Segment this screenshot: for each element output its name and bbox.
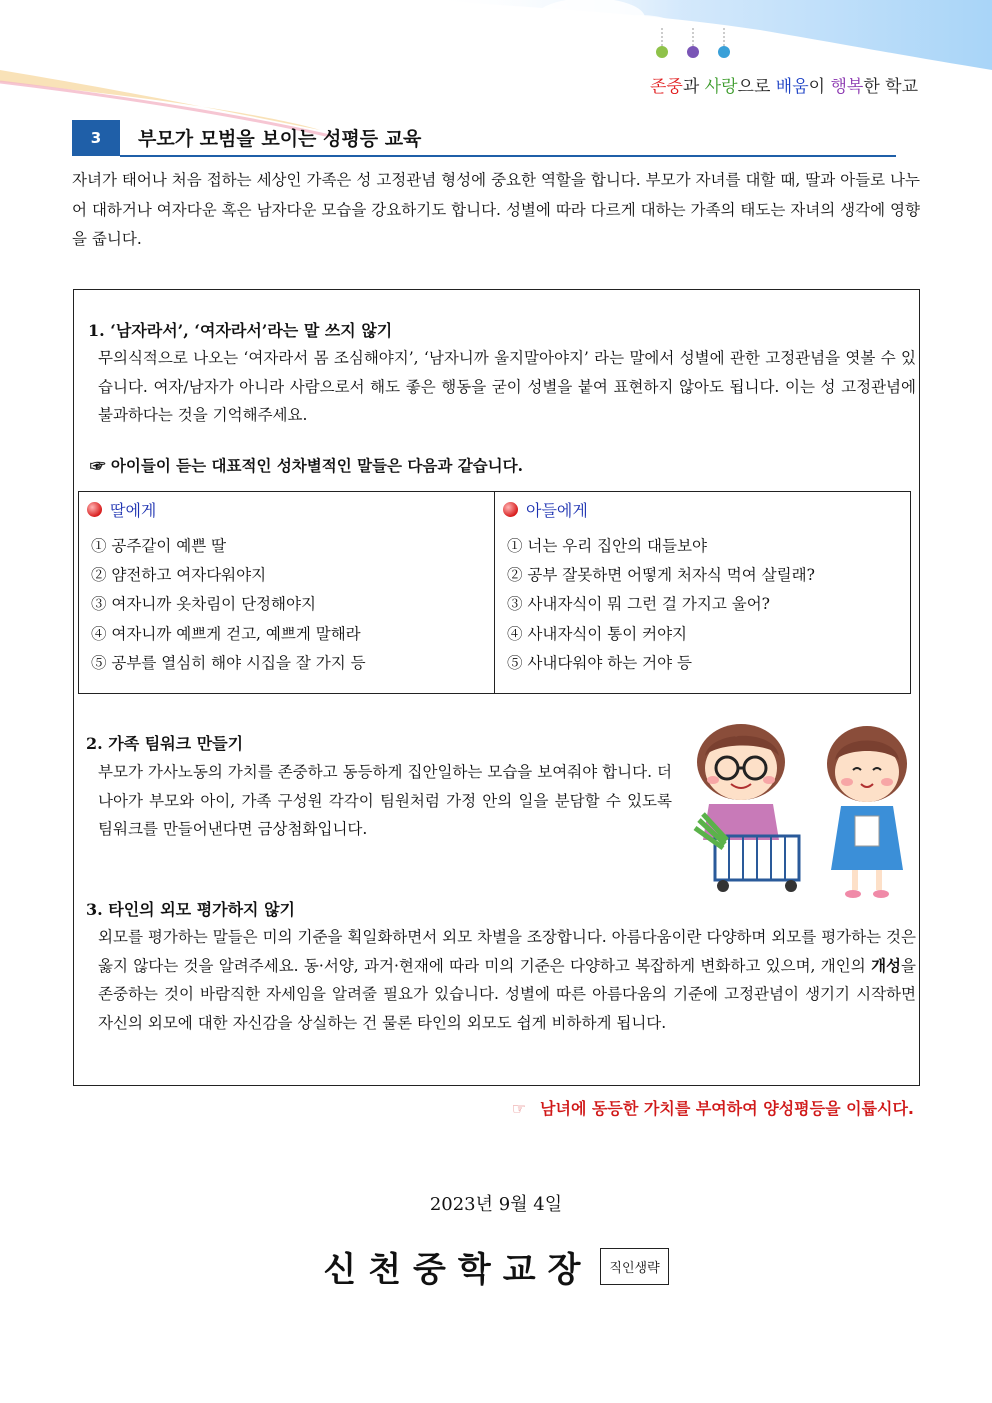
son-heading-label: 아들에게 — [526, 501, 588, 520]
item3-title: 3. 타인의 외모 평가하지 않기 — [86, 900, 296, 919]
daughter-heading-label: 딸에게 — [110, 501, 157, 520]
document-date: 2023년 9월 4일 — [429, 1194, 563, 1215]
section-title: 부모가 모범을 보이는 성평등 교육 — [138, 128, 422, 150]
son-column — [495, 492, 910, 693]
list-item: ① 공주같이 예쁜 딸 — [91, 537, 227, 555]
list-item: ④ 여자니까 예쁘게 걷고, 예쁘게 말해라 — [91, 624, 361, 643]
phrases-table — [78, 491, 911, 694]
daughter-column — [79, 492, 495, 693]
item3-body-part2: 을 존중하는 것이 바람직한 자세임을 알려줄 필요가 있습니다. 성별에 따른 아름다움의 기준에 고정관념이 생기기 시작하면 자신의 외모에 대한 자신감을 상실하는 건 물론 타인의 외모도 쉽게 비하하게 됩니다. — [98, 956, 916, 1032]
principal-title: 신천중학교장 — [323, 1250, 593, 1290]
son-heading — [503, 498, 588, 521]
item2-body: 부모가 가사노동의 가치를 존중하고 동등하게 집안일하는 모습을 보여줘야 합니다. 더 나아가 부모와 아이, 가족 구성원 각각이 팀원처럼 가정 안의 일을 분담할 수 있도록 팀워크를 만들어낸다면 금상첨화입니다. — [98, 763, 672, 838]
list-item: ③ 여자니까 옷차림이 단정해야지 — [91, 595, 316, 614]
daughter-heading — [87, 498, 156, 521]
pointing-hand-icon: ☞ — [511, 1099, 527, 1118]
list-item: ⑤ 공부를 열심히 해야 시집을 잘 가지 등 — [91, 653, 366, 672]
bullet-ball-icon — [503, 502, 518, 517]
seal-box: 직인생략 — [600, 1248, 668, 1285]
item2-title: 2. 가족 팀워크 만들기 — [86, 734, 244, 753]
motto-segment: 과 — [682, 77, 705, 97]
motto-segment: 존중 — [649, 77, 683, 97]
item3-body — [98, 923, 916, 1037]
item1-title: 1. ‘남자라서’, ‘여자라서’라는 말 쓰지 않기 — [88, 321, 393, 340]
item1-body: 무의식적으로 나오는 ‘여자라서 몸 조심해야지’, ‘남자니까 울지말아야지’ 라는 말에서 성별에 관한 고정관념을 엿볼 수 있습니다. 여자/남자가 아니라 사람으로서 해도 좋은 행동을 굳이 성별을 붙여 표현하지 않아도 됩니다. 이는 성 고정관념에 불과하다는 것을 기억해주세요. — [98, 349, 916, 424]
motto-segment: 으로 — [737, 77, 776, 97]
motto-segment: 한 학교 — [863, 77, 918, 97]
motto-segment: 사랑 — [704, 77, 738, 97]
list-item: ③ 사내자식이 뭐 그런 걸 가지고 울어? — [507, 595, 770, 614]
family-illustration — [689, 720, 921, 900]
list-item: ④ 사내자식이 통이 커야지 — [507, 624, 688, 643]
motto-segment: 행복 — [830, 77, 864, 97]
bullet-ball-icon — [87, 502, 102, 517]
section-underline — [120, 155, 896, 157]
list-intro: ☞ 아이들이 듣는 대표적인 성차별적인 말들은 다음과 같습니다. — [90, 456, 523, 475]
item3-body-part1: 외모를 평가하는 말들은 미의 기준을 획일화하면서 외모 차별을 조장합니다. 아름다움이란 다양하며 외모를 평가하는 것은 옳지 않다는 것을 알려주세요. 동·서양, 과거·현재에 따라 미의 기준은 다양하고 복잡하게 변화하고 있으며, 개인의 — [98, 928, 916, 975]
list-item: ② 얌전하고 여자다워야지 — [91, 566, 267, 585]
motto-segment: 이 — [808, 77, 831, 97]
signature-row — [0, 1242, 992, 1291]
intro-paragraph: 자녀가 태어나 처음 접하는 세상인 가족은 성 고정관념 형성에 중요한 역할을 합니다. 부모가 자녀를 대할 때, 딸과 아들로 나누어 대하거나 여자다운 혹은 남자다운 모습을 강요하기도 합니다. 성별에 따라 다르게 대하는 가족의 태도는 자녀의 생각에 영향을 줍니다. — [72, 171, 920, 248]
list-item: ① 너는 우리 집안의 대들보야 — [507, 537, 707, 555]
section-number: 3 — [72, 120, 120, 156]
motto-segment: 배움 — [775, 77, 809, 97]
bottom-note — [512, 1096, 914, 1119]
section-header — [72, 120, 896, 158]
bottom-note-text: 남녀에 동등한 가치를 부여하여 양성평등을 이룹시다. — [540, 1099, 914, 1118]
daughter-list — [91, 532, 366, 678]
item3-body-emphasis: 개성 — [871, 955, 902, 975]
content-box — [73, 289, 920, 1086]
list-item: ② 공부 잘못하면 어떻게 처자식 먹여 살릴래? — [507, 566, 815, 585]
school-motto — [650, 72, 918, 97]
son-list — [507, 532, 815, 678]
list-item: ⑤ 사내다워야 하는 거야 등 — [507, 653, 692, 672]
